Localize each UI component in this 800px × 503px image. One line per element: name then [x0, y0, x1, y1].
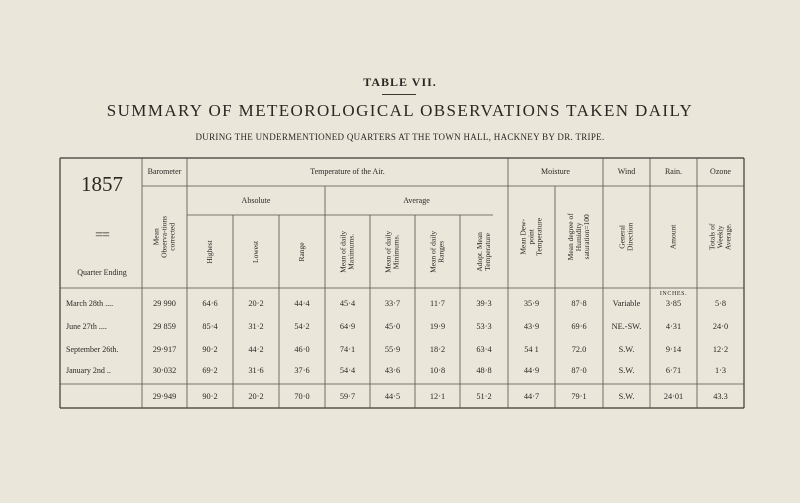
table-cell: 53·3: [476, 322, 492, 331]
table-cell: 35·9: [523, 299, 540, 308]
col-general-direction: General Direction: [617, 222, 635, 252]
table-cell: 54·2: [294, 322, 310, 331]
table-cell: 10·8: [429, 366, 446, 375]
table-cell: 44·4: [294, 299, 310, 308]
col-lowest: Lowest: [251, 240, 261, 263]
col-range: Range: [297, 241, 307, 262]
totals-cell: 44·5: [384, 392, 401, 401]
table-cell: 44·2: [248, 345, 264, 354]
table-cell: 44·9: [523, 366, 540, 375]
moisture-header: Moisture: [541, 166, 570, 176]
totals-cell: 59·7: [339, 392, 356, 401]
year-rule-mark: ==: [95, 228, 109, 243]
table-cell: 43·9: [523, 322, 540, 331]
table-cell: 30·032: [152, 366, 177, 375]
col-mean-dew-point: Mean Dew-point Temperature: [518, 218, 544, 256]
totals-cell: 90·2: [202, 392, 218, 401]
table-cell: 1·3: [714, 366, 727, 375]
table-cell: 4·31: [665, 322, 682, 331]
rain-header: Rain.: [664, 166, 683, 176]
totals-cell: 70·0: [294, 392, 310, 401]
table-cell: 31·6: [248, 366, 264, 375]
ozone-header: Ozone: [710, 166, 731, 176]
col-ozone-totals: Totals of Weekly Average.: [707, 223, 733, 251]
table-cell: 11·7: [430, 299, 445, 308]
page-subheading: DURING THE UNDERMENTIONED QUARTERS AT THE TOWN HALL, HACKNEY BY DR. TRIPE.: [195, 132, 605, 142]
table-cell: 87·0: [571, 366, 587, 375]
table-cell: 29 990: [153, 299, 176, 308]
totals-cell: 20·2: [248, 392, 264, 401]
totals-cell: S.W.: [618, 392, 635, 401]
table-cell: S.W.: [618, 345, 635, 354]
table-cell: 43·6: [384, 366, 401, 375]
table-cell: 87·8: [571, 299, 587, 308]
year-label: 1857: [81, 172, 123, 196]
barometer-header: Barometer: [147, 166, 182, 176]
totals-cell: 29·949: [152, 392, 177, 401]
temperature-header: Temperature of the Air.: [310, 166, 385, 176]
totals-cell: 24·01: [663, 392, 684, 401]
table-cell: 85·4: [202, 322, 218, 331]
table-cell: 29·917: [152, 345, 177, 354]
col-highest: Highest: [205, 239, 215, 264]
table-cell: 74·1: [339, 345, 356, 354]
page-heading: SUMMARY OF METEOROLOGICAL OBSERVATIONS TAKEN DAILY: [106, 101, 694, 120]
table-cell: 24·0: [712, 322, 729, 331]
col-rain-amount: Amount: [668, 224, 678, 250]
table-cell: 33·7: [384, 299, 401, 308]
table-cell: 3·85: [665, 299, 682, 308]
table-cell: 69·2: [202, 366, 218, 375]
col-mean-daily-ranges: Mean of daily Ranges: [428, 230, 446, 273]
table-cell: 54 1: [524, 345, 539, 354]
table-cell: 64·6: [202, 299, 218, 308]
col-mean-daily-maximums: Mean of daily Maximums.: [338, 230, 356, 273]
row-label: January 2nd ..: [66, 366, 111, 375]
row-label: June 27th ....: [66, 322, 107, 331]
table-cell: 6·71: [665, 366, 682, 375]
table-cell: 45·4: [339, 299, 356, 308]
table-cell: 72.0: [571, 345, 587, 354]
table-cell: 18·2: [429, 345, 446, 354]
table-cell: 20·2: [248, 299, 264, 308]
average-subheader: Average: [403, 195, 430, 205]
totals-cell: 12·1: [429, 392, 446, 401]
table-cell: 64·9: [339, 322, 356, 331]
table-cell: 45·0: [384, 322, 401, 331]
table-cell: 46·0: [294, 345, 310, 354]
col-mean-daily-minimums: Mean of daily Minimums.: [383, 230, 401, 273]
totals-cell: 43.3: [713, 392, 728, 401]
totals-cell: 44·7: [523, 392, 540, 401]
table-cell: 31·2: [248, 322, 264, 331]
table-cell: 29 859: [153, 322, 176, 331]
table-cell: 48·8: [476, 366, 492, 375]
table-cell: 5·8: [714, 299, 727, 308]
row-label: March 28th ....: [66, 299, 114, 308]
col-mean-observations: Mean Observa-tions corrected: [151, 215, 177, 259]
table-number: TABLE VII.: [363, 75, 437, 89]
table-cell: 90·2: [202, 345, 218, 354]
col-mean-humidity: Mean degree of Humidity saturation=100: [566, 213, 591, 261]
table-cell: 63·4: [476, 345, 492, 354]
totals-cell: 79·1: [571, 392, 587, 401]
table-cell: 69·6: [571, 322, 587, 331]
table-cell: 37·6: [294, 366, 310, 375]
table-cell: 39·3: [476, 299, 492, 308]
wind-header: Wind: [617, 166, 636, 176]
absolute-subheader: Absolute: [241, 195, 271, 205]
table-cell: S.W.: [618, 366, 635, 375]
table-cell: 9·14: [665, 345, 682, 354]
table-cell: Variable: [612, 299, 641, 308]
row-label: September 26th.: [66, 345, 119, 354]
col-adopt-mean-temperature: Adopt. Mean Temperature: [475, 231, 492, 272]
table-cell: NE.-SW.: [611, 322, 642, 331]
rain-units-note: INCHES.: [659, 291, 688, 297]
totals-cell: 51·2: [476, 392, 492, 401]
table-cell: 19·9: [429, 322, 446, 331]
table-cell: 12·2: [712, 345, 729, 354]
table-cell: 55·9: [384, 345, 401, 354]
table-cell: 54·4: [339, 366, 356, 375]
quarter-ending-header: Quarter Ending: [77, 268, 127, 277]
